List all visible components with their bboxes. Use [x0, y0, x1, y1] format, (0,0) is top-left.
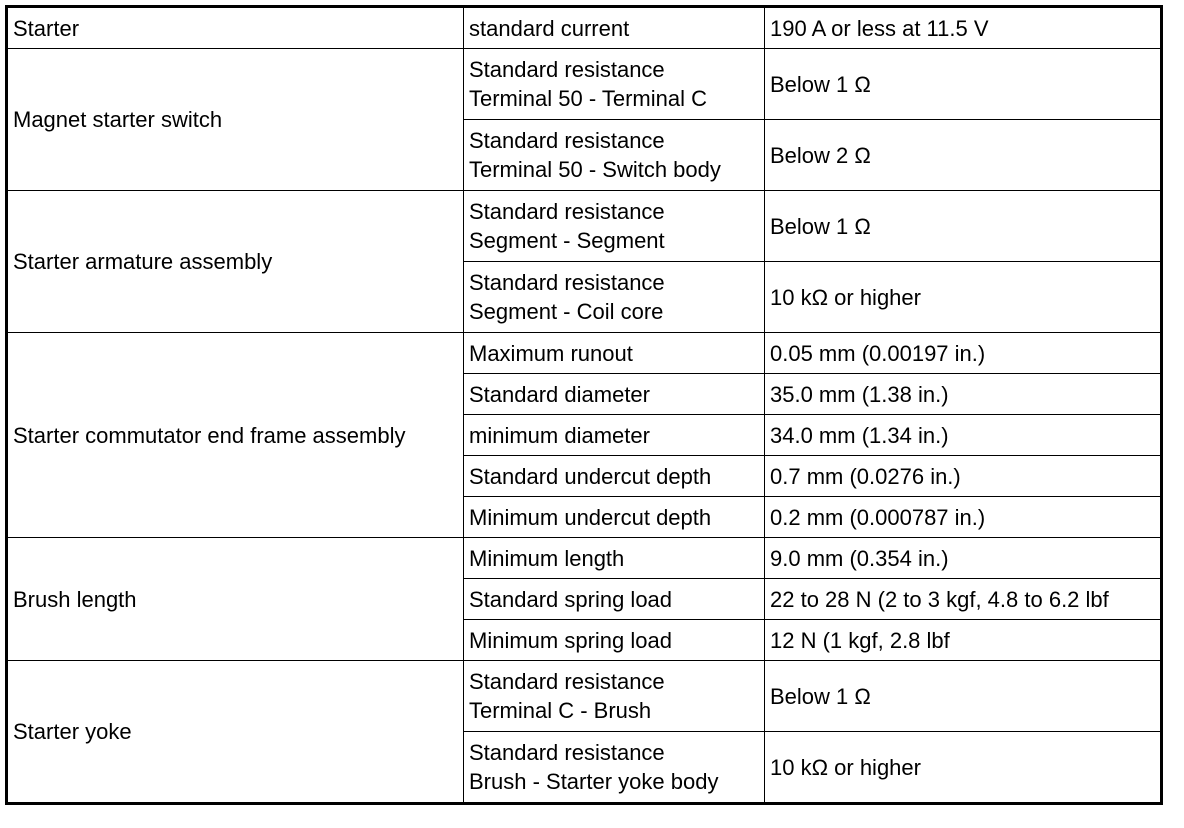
value-cell: 12 N (1 kgf, 2.8 lbf [765, 620, 1162, 661]
value-cell: Below 2 Ω [765, 120, 1162, 191]
parameter-line: Terminal 50 - Terminal C [469, 86, 708, 111]
parameter-cell [464, 333, 765, 374]
parameter-line: Standard resistance [469, 270, 665, 295]
parameter-cell [464, 262, 765, 333]
component-name-cell: Starter armature assembly [7, 191, 464, 333]
parameter-line: Maximum runout [469, 340, 633, 366]
table-row [7, 661, 1162, 732]
value-cell: 0.2 mm (0.000787 in.) [765, 497, 1162, 538]
parameter-cell [464, 374, 765, 415]
parameter-cell [464, 415, 765, 456]
parameter-cell [464, 456, 765, 497]
parameter-line: minimum diameter [469, 422, 650, 448]
parameter-line: standard current [469, 15, 630, 41]
parameter-cell [464, 732, 765, 804]
parameter-line: Standard diameter [469, 381, 650, 407]
parameter-cell [464, 661, 765, 732]
value-cell: Below 1 Ω [765, 661, 1162, 732]
parameter-cell [464, 7, 765, 49]
table-row [7, 191, 1162, 262]
value-cell: 35.0 mm (1.38 in.) [765, 374, 1162, 415]
parameter-line: Standard resistance [469, 128, 665, 153]
value-cell: 190 A or less at 11.5 V [765, 7, 1162, 49]
table-row [7, 333, 1162, 374]
value-cell: 0.05 mm (0.00197 in.) [765, 333, 1162, 374]
value-cell: 10 kΩ or higher [765, 732, 1162, 804]
parameter-cell [464, 49, 765, 120]
parameter-line: Brush - Starter yoke body [469, 769, 719, 794]
parameter-line: Standard undercut depth [469, 463, 712, 489]
parameter-line: Minimum length [469, 545, 625, 571]
parameter-line: Minimum undercut depth [469, 504, 712, 530]
value-cell: Below 1 Ω [765, 191, 1162, 262]
spec-table-body [7, 7, 1162, 804]
parameter-line: Segment - Segment [469, 228, 665, 253]
parameter-cell [464, 191, 765, 262]
parameter-cell [464, 538, 765, 579]
value-cell: Below 1 Ω [765, 49, 1162, 120]
parameter-line: Standard spring load [469, 586, 673, 612]
parameter-line: Standard resistance [469, 57, 665, 82]
component-name-cell: Brush length [7, 538, 464, 661]
parameter-line: Minimum spring load [469, 627, 672, 653]
component-name-cell: Magnet starter switch [7, 49, 464, 191]
parameter-cell [464, 620, 765, 661]
starter-spec-table [5, 5, 1163, 805]
value-cell: 34.0 mm (1.34 in.) [765, 415, 1162, 456]
parameter-line: Standard resistance [469, 740, 665, 765]
value-cell: 9.0 mm (0.354 in.) [765, 538, 1162, 579]
component-name-cell: Starter yoke [7, 661, 464, 804]
value-cell: 22 to 28 N (2 to 3 kgf, 4.8 to 6.2 lbf [765, 579, 1162, 620]
component-name-cell: Starter [7, 7, 464, 49]
parameter-line: Standard resistance [469, 669, 665, 694]
table-row [7, 49, 1162, 120]
parameter-cell [464, 120, 765, 191]
value-cell: 10 kΩ or higher [765, 262, 1162, 333]
value-cell: 0.7 mm (0.0276 in.) [765, 456, 1162, 497]
table-row [7, 7, 1162, 49]
component-name-cell: Starter commutator end frame assembly [7, 333, 464, 538]
parameter-line: Standard resistance [469, 199, 665, 224]
parameter-line: Terminal C - Brush [469, 698, 652, 723]
parameter-cell [464, 579, 765, 620]
parameter-cell [464, 497, 765, 538]
parameter-line: Terminal 50 - Switch body [469, 157, 721, 182]
parameter-line: Segment - Coil core [469, 299, 664, 324]
table-row [7, 538, 1162, 579]
